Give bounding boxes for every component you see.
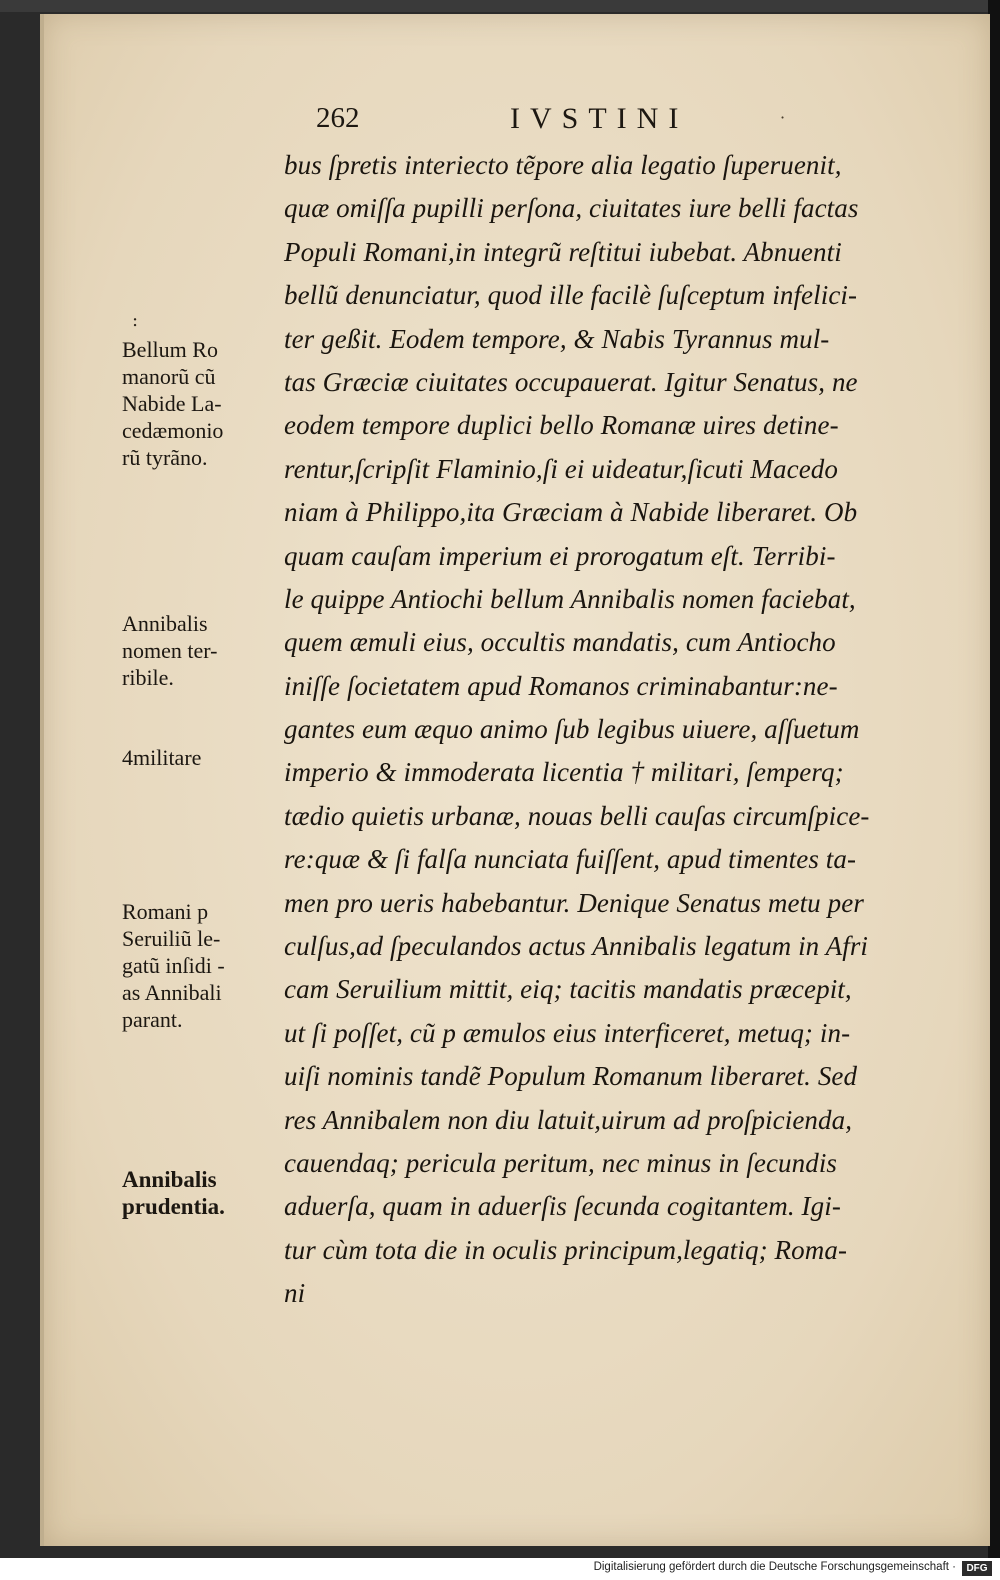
text-line: niam à Philippo,ita Græciam à Nabide liberaret. Ob [284, 497, 858, 528]
text-line: culſus,ad ſpeculandos actus Annibalis legatum in Afri [284, 931, 869, 962]
text-line: men pro ueris habebantur. Denique Senatus metu per [284, 887, 864, 918]
text-line: ut ſi poſſet, cũ p æmulos eius interficeret, metuq; in- [284, 1017, 851, 1048]
text-line: le quippe Antiochi bellum Annibalis nomen faciebat, [284, 583, 856, 614]
footer-strip [0, 1558, 1000, 1580]
text-line: tas Græciæ ciuitates occupauerat. Igitur Senatus, ne [284, 366, 858, 397]
body-text-block [284, 144, 964, 1316]
text-line: tur cùm tota die in oculis principum,legatiq; Roma- [284, 1234, 848, 1265]
text-line: res Annibalem non diu latuit,uirum ad proſpicienda, [284, 1104, 853, 1135]
text-line: quam cauſam imperium ei prorogatum eſt. Terribi- [284, 540, 836, 571]
book-page [40, 14, 990, 1546]
text-line: re:quæ & ſi falſa nunciata fuiſſent, apud timentes ta- [284, 844, 857, 875]
dfg-logo: DFG [962, 1561, 992, 1576]
text-line: iniſſe ſocietatem apud Romanos criminabantur:ne- [284, 670, 838, 701]
funding-credit: Digitalisierung gefördert durch die Deutsche Forschungsgemeinschaft · [593, 1561, 956, 1573]
margin-line: Bellum Ro [122, 337, 218, 362]
margin-line: Nabide La- [122, 391, 222, 416]
margin-line: parant. [122, 1007, 183, 1032]
margin-dots-mark: : [132, 310, 139, 331]
text-line: aduerſa, quam in aduerſis ſecunda cogitantem. Igi- [284, 1191, 841, 1222]
frame-top-edge [0, 0, 1000, 12]
text-line: Populi Romani,in integrũ reſtitui iubebat. Abnuenti [284, 236, 842, 267]
margin-line: nomen ter- [122, 638, 218, 663]
running-head [44, 102, 990, 142]
text-line: bellũ denunciatur, quod ille facilè ſuſceptum infelici- [284, 280, 858, 311]
text-line: imperio & immoderata licentia † militari, ſemperq; [284, 757, 844, 788]
text-line: bus ſpretis interiecto tẽpore alia legatio ſuperuenit, [284, 150, 842, 180]
text-line: uiſi nominis tandẽ Populum Romanum liberaret. Sed [284, 1061, 858, 1092]
margin-line: 4militare [122, 745, 202, 770]
text-line: ni [284, 1278, 306, 1309]
page-number: 262 [316, 102, 360, 134]
margin-line: Annibalis [122, 611, 208, 636]
margin-line: prudentia. [122, 1194, 225, 1219]
margin-note-bellum [122, 336, 292, 471]
margin-line: cedæmonio [122, 418, 224, 443]
margin-note-romani [122, 898, 292, 1033]
margin-line: ribile. [122, 665, 174, 690]
text-line: quem æmuli eius, occultis mandatis, cum Antiocho [284, 627, 836, 658]
text-line: tædio quietis urbanæ, nouas belli cauſas circumſpice- [284, 800, 870, 831]
margin-note-militare [122, 744, 292, 771]
margin-line: rũ tyrãno. [122, 445, 208, 470]
margin-line: Seruiliũ le- [122, 926, 221, 951]
text-line: quæ omiſſa pupilli perſona, ciuitates iure belli factas [284, 193, 859, 224]
head-ornament-mark: · [780, 108, 786, 127]
margin-line: Romani p [122, 899, 209, 924]
margin-note-prudentia [122, 1166, 292, 1220]
running-title: IVSTINI [510, 102, 689, 135]
text-line: rentur,ſcripſit Flaminio,ſi ei uideatur,ſicuti Macedo [284, 453, 838, 484]
margin-line: as Annibali [122, 980, 222, 1005]
text-line: cam Seruilium mittit, eiq; tacitis mandatis præcepit, [284, 974, 852, 1005]
text-line: ter geßit. Eodem tempore, & Nabis Tyrannus mul- [284, 323, 830, 354]
margin-line: manorũ cũ [122, 364, 216, 389]
margin-line: gatũ inſidi - [122, 953, 225, 978]
text-line: gantes eum æquo animo ſub legibus uiuere, aſſuetum [284, 714, 860, 745]
margin-note-annibalis-nomen [122, 610, 292, 691]
text-line: eodem tempore duplici bello Romanæ uires detine- [284, 410, 839, 441]
margin-line: Annibalis [122, 1167, 217, 1192]
text-line: cauendaq; pericula peritum, nec minus in ſecundis [284, 1147, 838, 1178]
